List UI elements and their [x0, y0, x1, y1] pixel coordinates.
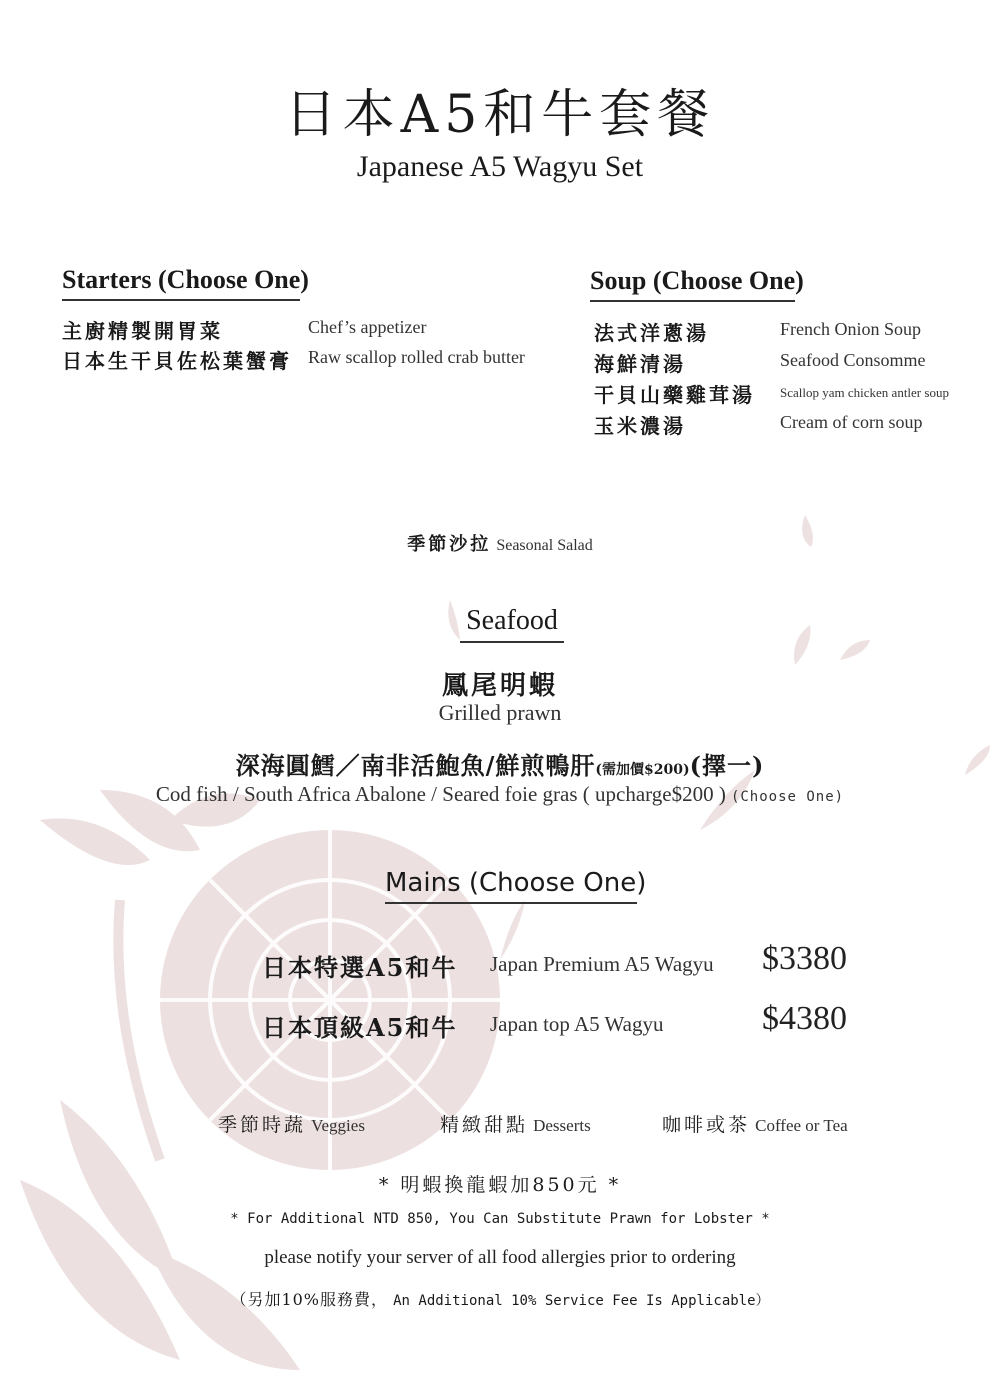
side-desserts	[440, 1110, 591, 1137]
prawn-zh: 鳳尾明蝦	[441, 671, 558, 701]
main-2-price: $4380	[762, 1000, 847, 1037]
soup-3-en: Scallop yam chicken antler soup	[780, 385, 949, 400]
soup-4-zh: 玉米濃湯	[594, 414, 686, 438]
lobster-note-zh: * 明蝦換龍蝦加850元 *	[378, 1174, 622, 1196]
service-fee-line	[0, 1287, 1000, 1310]
soup-1-zh: 法式洋蔥湯	[594, 321, 709, 345]
soup-heading: Soup (Choose One)	[590, 266, 795, 302]
service-fee-en: An Additional 10% Service Fee Is Applicable）	[393, 1293, 770, 1309]
side-veggies-en: Veggies	[311, 1116, 365, 1135]
side-desserts-zh: 精緻甜點	[440, 1114, 529, 1136]
side-coffee-tea-en: Coffee or Tea	[755, 1116, 848, 1135]
menu-title-en: Japanese A5 Wagyu Set	[356, 150, 644, 183]
starter-2-zh: 日本生干貝佐松葉蟹膏	[62, 349, 292, 373]
main-2-en: Japan top A5 Wagyu	[490, 1012, 664, 1036]
starter-1-en: Chef’s appetizer	[308, 317, 427, 337]
salad-en: Seasonal Salad	[496, 537, 593, 554]
seafood-choose-one-en: (Choose One)	[730, 789, 845, 805]
mains-heading: Mains (Choose One)	[385, 868, 637, 904]
soup-1-en: French Onion Soup	[780, 319, 921, 339]
side-coffee-tea-zh: 咖啡或茶	[662, 1114, 751, 1136]
main-1-zh: 日本特選A5和牛	[262, 953, 458, 982]
starter-1-zh: 主廚精製開胃菜	[62, 319, 223, 343]
main-1-price: $3380	[762, 940, 847, 977]
soup-4-en: Cream of corn soup	[780, 412, 923, 432]
side-veggies	[218, 1110, 365, 1137]
side-veggies-zh: 季節時蔬	[218, 1114, 307, 1136]
salad-line	[0, 530, 1000, 556]
starters-heading: Starters (Choose One)	[62, 265, 300, 301]
main-1-en: Japan Premium A5 Wagyu	[490, 952, 714, 976]
seafood-choice-en: Cod fish / South Africa Abalone / Seared foie gras ( upcharge$200 )	[155, 782, 726, 806]
seafood-choose-one-zh: (擇一)	[689, 751, 765, 780]
seafood-choice-zh: 深海圓鱈／南非活鮑魚/鮮煎鴨肝	[235, 751, 596, 780]
side-coffee-tea	[662, 1110, 848, 1137]
lobster-note-en: * For Additional NTD 850, You Can Substitute Prawn for Lobster *	[230, 1211, 770, 1227]
prawn-en: Grilled prawn	[438, 700, 562, 725]
starter-2-en: Raw scallop rolled crab butter	[308, 347, 525, 367]
allergy-note: please notify your server of all food allergies prior to ordering	[264, 1247, 736, 1268]
soup-2-zh: 海鮮清湯	[594, 352, 686, 376]
seafood-upcharge-zh: (需加價$200)	[595, 762, 690, 778]
soup-3-zh: 干貝山藥雞茸湯	[594, 383, 755, 407]
service-fee-zh: （另加10%服務費，	[230, 1290, 389, 1309]
menu-title-zh: 日本A5和牛套餐	[284, 85, 716, 145]
seafood-heading: Seafood	[460, 605, 564, 643]
salad-zh: 季節沙拉	[407, 534, 492, 555]
main-2-zh: 日本頂級A5和牛	[262, 1013, 458, 1042]
soup-2-en: Seafood Consomme	[780, 350, 926, 370]
seafood-choice-en-line	[0, 782, 1000, 807]
side-desserts-en: Desserts	[533, 1116, 591, 1135]
seafood-choice-zh-line	[0, 746, 1000, 781]
